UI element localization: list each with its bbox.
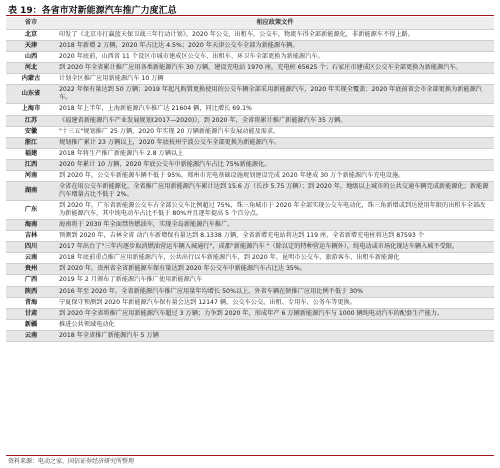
row-province: 吉林 [6,231,56,242]
table-row [6,41,494,52]
row-policy: 海南将于 2030 年全面禁售燃油车，实现全岛新能源汽车推广。 [56,220,494,231]
table-row [6,308,494,319]
table-row [6,148,494,159]
row-policy: 2018 年底前重点推广应用新能源汽车，公共出行以车新能源汽车，到 2020 年，昆明市公交车、旅游客车、出租车新能源化 [56,253,494,264]
table-row [6,231,494,242]
policy-table [6,17,494,342]
table-row [6,181,494,200]
row-policy: 2016 年至 2020 年，全省新能源汽车推广应用量年均增长 50%以上，外省车辆在陕推广应用比例不低于 30% [56,286,494,297]
table-row [6,115,494,126]
table-row [6,319,494,330]
row-province: 天津 [6,41,56,52]
row-policy: "十三五"规划推广 25 万辆，2020 年实现 20 万辆新能源汽车发展动能及需求。 [56,126,494,137]
row-policy: 2020 年累计 10 万辆，2020 年底公交车中新能源汽车占比 75%新能源化。 [56,159,494,170]
row-policy: 2018 年将生产推广新能源汽车 2.8 万辆以上 [56,148,494,159]
row-province: 浙江 [6,137,56,148]
row-province: 北京 [6,30,56,41]
table-row [6,253,494,264]
table-row [6,286,494,297]
row-province: 江西 [6,159,56,170]
table-row [6,74,494,85]
row-policy: 2018 年上半年，上海新能源汽车推广达 21604 辆，同比增长 69.1% [56,104,494,115]
table-row [6,159,494,170]
row-province: 贵州 [6,264,56,275]
table-row [6,63,494,74]
row-province: 青海 [6,297,56,308]
row-province: 河南 [6,170,56,181]
row-province: 福建 [6,148,56,159]
table-row [6,297,494,308]
row-province: 甘肃 [6,308,56,319]
row-province: 上海市 [6,104,56,115]
table-row [6,104,494,115]
row-province: 广东 [6,201,56,220]
row-policy: 《福建省新能源汽车产业发展规划(2017—2020)》，到 2020 年，全省将累计推广新能源汽车 35 万辆。 [56,115,494,126]
table-row [6,85,494,104]
table-row [6,52,494,63]
row-policy: 到 2020 年全省将推广应用新能源汽车超过 3 万辆；力争到 2020 年，形成年产 6 万辆新能源汽车与 1000 辆纯电动汽车的配套生产能力。 [56,308,494,319]
header-policy: 相应政策文件 [56,17,494,30]
table-row [6,30,494,41]
row-policy: 2019 年 2 月颁布了新能源汽车推广使用新能源汽车 [56,275,494,286]
table-header-row [6,17,494,30]
row-province: 陕西 [6,286,56,297]
row-province: 云南 [6,330,56,341]
title-rule [6,15,494,16]
row-province: 山东省 [6,85,56,104]
row-policy: 到 2020 年，贵州省全省新能源车保有量达到 2020 年公交车中新能源汽车占比达 35%。 [56,264,494,275]
table-row [6,137,494,148]
row-policy: 全省在用公交车新能源化，全省推广应用新能源汽车累计达到 15.6 万（长沙 5.75 万辆）；到 2020 年，地级以上城市的公共交通车辆完成新能源化；新能源汽车增量占比不低于 2%。 [56,181,494,200]
row-province: 新疆 [6,319,56,330]
row-province: 云南 [6,253,56,264]
row-province: 安徽 [6,126,56,137]
header-province: 省市 [6,17,56,30]
row-policy: 到 2020 年全省累计推广应用各类新能源汽车 30 万辆，建设充电站 1970 座，充电桩 65625 个；石家庄市建成区公交车全部更换为新能源汽车。 [56,63,494,74]
table-row [6,330,494,341]
row-province: 江苏 [6,115,56,126]
row-policy: 规划推广累计 23 万辆以上，2020 年底杭州宁波公交车全部更换为新能源汽车。 [56,137,494,148]
row-policy: 2018 年全省推广新能源汽车 5 万辆 [56,330,494,341]
row-province: 内蒙古 [6,74,56,85]
row-province: 海南 [6,220,56,231]
row-policy: 推进公共领域电动化 [56,319,494,330]
table-row [6,242,494,253]
row-policy: 印发了《北京市打赢蓝天保卫战三年行动计划》，2020 年公交、出租车，公交车、物流车得全部新能源化，非新能源车不得上路。 [56,30,494,41]
table-row [6,201,494,220]
row-province: 四川 [6,242,56,253]
row-policy: 2020 年底前，山西省 11 个设区市城市建成区公交车、出租车、环卫车全部更换为新能源汽车。 [56,52,494,63]
row-policy: 2018 年新增 2 万辆，2020 年占比达 4.5%；2020 年天津公交车全部为新能源车辆。 [56,41,494,52]
source-note: 资料来源：电动之家，国信证券经济研究所整理 [8,458,135,465]
row-province: 广西 [6,275,56,286]
table-title: 表 19：各省市对新能源汽车推广力度汇总 [8,6,177,16]
row-policy: 2022 年保有量达到 50 万辆；2019 年起凡购置更换使用的公交车辆全部采用新能源汽车，2020 年实现全覆盖；2020 年底前省会市全部更换为新能源汽车。 [56,85,494,104]
row-policy: 计划全区推广应用新能源汽车 10 万辆 [56,74,494,85]
row-policy: 宁夏保守预测到 2020 年新能源汽车保有量会达到 12147 辆，公交车公交、出租、专用车、公务车等更换。 [56,297,494,308]
table-row [6,264,494,275]
row-policy: 2017 年出台了"三年内逐步取消燃油营运车辆入城通行"，成都"新能源汽车 "（除以定的特种营运车辆外），纯电动或市场化现达车辆入城不受限。 [56,242,494,253]
row-province: 山西 [6,52,56,63]
row-policy: 到 2020 年，广东省新能源公交车占全部公交车比例超过 75%，珠三角城市于 2020 年全部实现公交车电动化，珠三角新增或到达使用年限的出租车全部改为新能源汽车，其中纯电动车占比不低于 80%并且逐年提高 5 个百分点。 [56,201,494,220]
row-province: 河北 [6,63,56,74]
table-row [6,220,494,231]
table-row [6,126,494,137]
table-row [6,275,494,286]
row-policy: 到 2020 年，公交车新能源车辆不低于 95%，郑州市充电基础设施规划建设完成 2020 年建成 30 万个新能源汽车充电设施。 [56,170,494,181]
table-row [6,170,494,181]
row-policy: 预测到 2020 年，吉林全省 动汽车新增保有量达到 8.1338 万辆，全省新增充电站将达到 119 座，全省新增充电桩将达到 87593 个 [56,231,494,242]
row-province: 湖南 [6,181,56,200]
